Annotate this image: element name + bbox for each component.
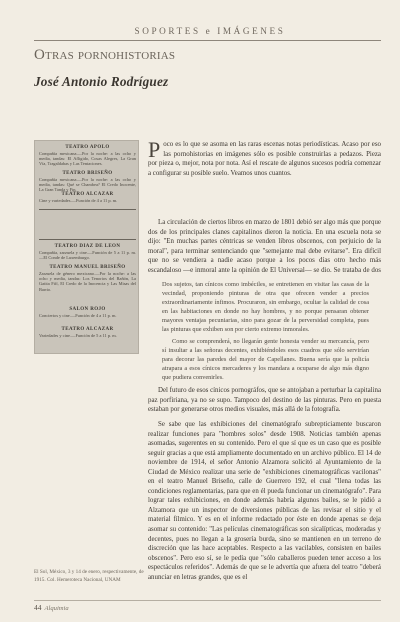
paragraph-2: La circulación de ciertos libros en marzo de 1801 debió ser algo más que porque dos de los principales clanes capitalinos dieron la noticia. En una escuela nota se dijo: "En muchas partes céntricas se venden libros obscenos, con perjuicio de la moral", para terminar sentenciando que "semejante mal debe evitarse". Era difícil que no se vendiera a nadie acaso porque a los pocos días otro hecho más escandaloso —e inmoral ante la opinión de El Universal— se dio. Se trataba de dos bbox=[148, 219, 381, 274]
clipping-divider bbox=[39, 209, 136, 210]
article-title: Otras pornohistorias bbox=[34, 47, 176, 63]
clipping-text: Compañía, zarzuela y cine.—Función de 5 a 11 p. m.—El Conde de Luxemburgo. bbox=[39, 250, 136, 261]
paragraph-3: Del futuro de esos cínicos pornográfos, que se antojaban a perturbar la capitalina paz porfiriana, ya no se supo. Tampoco del destino de las pinturas. Pero en puesta estaban por generarse otros medios visuales, más allá de la fotografía. bbox=[148, 387, 381, 414]
clipping-heading: TEATRO ALCAZAR bbox=[61, 327, 114, 332]
clipping-heading: TEATRO MANUEL BRISEÑO bbox=[49, 265, 126, 270]
clipping-caption: El Sol, México, 3 y 14 de enero, respectivamente, de 1915. Col. Hemeroteca Nacional, UNAM bbox=[34, 569, 144, 583]
clipping-block bbox=[39, 192, 136, 209]
section-heading: SOPORTES e IMÁGENES bbox=[134, 26, 286, 36]
clipping-text: Conciertos y cine.—Función de 4 a 11 p. m. bbox=[39, 313, 117, 318]
header-rule bbox=[34, 40, 381, 41]
clipping-text: Zarzuela de género mexicano.—Por la noche: a las ocho y media, tandas: Los Tenorios del Rañón, La Gatita Fifí, El Credo de la Inocencia y Las Misas del Barrio. bbox=[39, 271, 136, 292]
clipping-heading: SALON ROJO bbox=[69, 307, 106, 312]
clipping-block bbox=[39, 265, 136, 308]
footer-rule bbox=[34, 600, 381, 601]
clipping-heading: TEATRO BRISEÑO bbox=[62, 171, 113, 176]
clipping-block bbox=[39, 145, 136, 172]
page-folio bbox=[34, 603, 69, 613]
article-author: José Antonio Rodríguez bbox=[34, 74, 169, 89]
drop-cap: P bbox=[148, 140, 161, 162]
clipping-text: Variedades y cine.—Función de 5 a 11 p. m. bbox=[39, 333, 117, 338]
clipping-block bbox=[39, 307, 136, 324]
clipping-text: Compañía mexicana.—Por la noche: a las ocho y media, tandas: El Afligido, Cosas Alegres, La Gran Vía, Tragaldabas y Las Tentaciones. bbox=[39, 151, 136, 167]
paragraph-1-text: oco es lo que se asoma en las raras escenas notas periodísticas. Acaso por eso las pornohistorias en imágenes sólo es posible construirlas a pedazos. Pieza por pieza o, mejor, nota por nota. Así el rescate de algunos sucesos podría comenzar a configurar su posible suelo. Veamos unos cuantos. bbox=[148, 141, 381, 177]
newspaper-clipping bbox=[34, 140, 139, 354]
page-number: 44 bbox=[34, 603, 42, 612]
block-quote-2: Como se comprenderá, no llegarán gente honesta vender su mercancía, pero sí insultar a las señoras decentes, exhibiéndoles esos cuadros que sólo servirían para decorar las paredes del mayor de Capellanes. Buena sería que la policía atrapara a esos cínicos mercaderes y los mandara a ocuparse de algo más digno que pudiera convenirles. bbox=[162, 338, 369, 381]
clipping-block bbox=[39, 244, 136, 266]
clipping-block bbox=[39, 171, 136, 193]
clipping-heading: TEATRO APOLO bbox=[65, 145, 110, 150]
paragraph-1 bbox=[148, 140, 381, 216]
block-quote-1: Dos sujetos, tan cínicos como imbéciles, se entretienen en visitar las casas de la vecindad, proponiendo pinturas de otra que ofrecen vender a precios extraordinariamente ínfimos. Procuraron, sin embargo, ocultar la calidad de cosa en las habitaciones en donde no hay hombres, y no porque pensaran obtener mayores ventajas pecuniarias, sino para gozar de la perversidad completa, pues las pinturas que exhiben son por cierto extremo inmorales. bbox=[162, 281, 369, 333]
clipping-heading: TEATRO ALCAZAR bbox=[61, 192, 114, 197]
clipping-text: Compañía mexicana.—Por la noche: a las ocho y media, tandas: Qué se Chambea? El Credo Inocente, La Gran Tanda y Fin. bbox=[39, 177, 136, 193]
magazine-name: Alquimia bbox=[44, 605, 69, 612]
clipping-block bbox=[39, 327, 136, 344]
clipping-text: Cine y variedades.—Función de 4 a 11 p. m. bbox=[39, 198, 118, 203]
clipping-heading: TEATRO DIAZ DE LEON bbox=[54, 244, 121, 249]
paragraph-4: Se sabe que las exhibiciones del cinematógrafo subrepticiamente buscaron realizar funciones para "hombres solos" desde 1908. Noticias también apenas asomadas, sugerentes en su contenido. Pero el que sí que es un caso que es posible seguir gracias a que está ampliamente documentado en un archivo público. El 14 de noviembre de 1914, el señor Antonio Alzamora solicitó al Ayuntamiento de la Ciudad de México realizar una serie de "exhibiciones cinematográficas vacilonas" en el teatro Manuel Briseño, calle de Guerrero 192, el cual "llena todas las condiciones reglamentarias, para que en él pueda funcionar un cinematógrafo". Para lograr tales exhibiciones, en donde además habría algunos bailes, se le pidió a Alzamora que un inspector de diversiones públicas de las revisar el sitio y el material fílmico. Y es en el informe redactado por éste en donde apenas se deja asomar su contenido: "Las películas cinematográficas son sicalípticas, moderadas y decentes, pues no llegan a la grosería burda, sino se mantienen en un terreno de discreción que las hace aceptables. Respecto a las vacilables, consisten en bailes obscenos". Pero eso sí, se le pedía que "sólo caballeros pueden tener acceso a los espectáculos referidos". Además de que se le advertía que afuera del teatro "deberá anunciar en letras grandes, que es el bbox=[148, 421, 381, 581]
clipping-divider bbox=[39, 239, 136, 240]
